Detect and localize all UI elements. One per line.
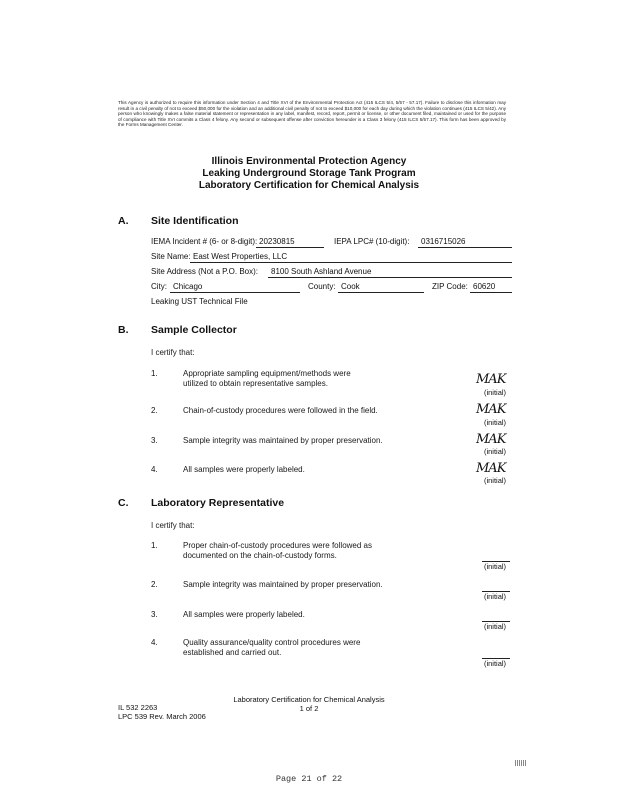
title-agency: Illinois Environmental Protection Agency [211,156,407,167]
b-item-2-text: Chain-of-custody procedures were followed in the field. [183,406,378,415]
b-item-1-text: Appropriate sampling equipment/methods were utilized to obtain representative samples. [183,369,351,388]
b-item-4-initial-label: (initial) [483,476,507,485]
c-item-3-text: All samples were properly labeled. [183,610,305,619]
c-item-1-initial-line[interactable] [482,553,510,562]
address-field[interactable]: 8100 South Ashland Avenue [268,267,512,278]
c-item-1-text: Proper chain-of-custody procedures were followed as documented on the chain-of-custody forms. [183,541,372,560]
legal-notice: This Agency is authorized to require this information under Section 4 and Title XVI of the Environmental Protection Act (415 ILCS 5/4, 5/57 - 57.17). Failure to disclose this information may result in a civil penalty of not to exceed $50,000 for the violation and an additional civil penalty of not to exceed $10,000 for each day during which the violation continues (415 ILCS 5/42). Any person who knowingly makes a false material statement or representation in any label, manifest, record, report, permit or license, or other document filed, maintained or used for the purpose of compliance with Title XVI commits a Class 4 felony. Any second or subsequent offense after conviction hereunder is a Class 3 felony (415 ILCS 5/57.17). This form has been approved by the Forms Management Center. [118,100,506,128]
section-c-letter: C. [118,497,129,509]
b-item-1-initial-label: (initial) [483,388,507,397]
technical-file-label: Leaking UST Technical File [151,297,248,306]
c-item-3-initial-label: (initial) [483,622,507,631]
b-item-4-initials: MAK [476,461,506,476]
b-item-2-initial-label: (initial) [483,418,507,427]
c-item-2-text: Sample integrity was maintained by proper preservation. [183,580,383,589]
c-item-1-initial-label: (initial) [483,562,507,571]
section-a-letter: A. [118,215,129,227]
zip-field[interactable]: 60620 [470,282,512,293]
zip-label: ZIP Code: [432,282,468,291]
c-item-4-num: 4. [151,638,158,647]
b-item-4-text: All samples were properly labeled. [183,465,305,474]
section-a-title: Site Identification [151,215,239,227]
city-field[interactable]: Chicago [170,282,300,293]
c-item-3-initial-line[interactable] [482,613,510,622]
b-item-3-text: Sample integrity was maintained by proper preservation. [183,436,383,445]
lpc-field[interactable]: 0316715026 [418,237,512,248]
site-name-label: Site Name: [151,252,191,261]
c-item-4-initial-line[interactable] [482,650,510,659]
c-item-3-num: 3. [151,610,158,619]
b-item-3-initials: MAK [476,432,506,447]
c-item-2-num: 2. [151,580,158,589]
c-item-2-initial-label: (initial) [483,592,507,601]
incident-field[interactable]: 20230815 [256,237,324,248]
section-c-title: Laboratory Representative [151,497,285,509]
b-item-1-initials: MAK [476,372,506,387]
county-label: County: [308,282,336,291]
page-marker: Page 21 of 22 [275,774,343,784]
form-code: IL 532 2263 [118,703,158,712]
county-field[interactable]: Cook [338,282,424,293]
c-item-2-initial-line[interactable] [482,583,510,592]
b-item-2-initials: MAK [476,402,506,417]
section-b-letter: B. [118,324,129,336]
scan-mark [515,760,527,766]
b-item-3-initial-label: (initial) [483,447,507,456]
footer-title: Laboratory Certification for Chemical Analysis [233,695,385,704]
city-label: City: [151,282,167,291]
title-program: Leaking Underground Storage Tank Program [202,168,416,179]
b-item-1-num: 1. [151,369,158,378]
c-item-4-initial-label: (initial) [483,659,507,668]
form-revision: LPC 539 Rev. March 2006 [118,712,206,721]
site-name-field[interactable]: East West Properties, LLC [190,252,512,263]
title-form: Laboratory Certification for Chemical Analysis [198,180,420,191]
incident-label: IEMA Incident # (6- or 8-digit): [151,237,258,246]
address-label: Site Address (Not a P.O. Box): [151,267,259,276]
lpc-label: IEPA LPC# (10-digit): [334,237,410,246]
c-item-4-text: Quality assurance/quality control procedures were established and carried out. [183,638,361,657]
footer-page: 1 of 2 [299,704,319,713]
b-item-3-num: 3. [151,436,158,445]
c-item-1-num: 1. [151,541,158,550]
section-b-title: Sample Collector [151,324,237,336]
section-c-intro: I certify that: [151,521,195,530]
b-item-4-num: 4. [151,465,158,474]
b-item-2-num: 2. [151,406,158,415]
section-b-intro: I certify that: [151,348,195,357]
